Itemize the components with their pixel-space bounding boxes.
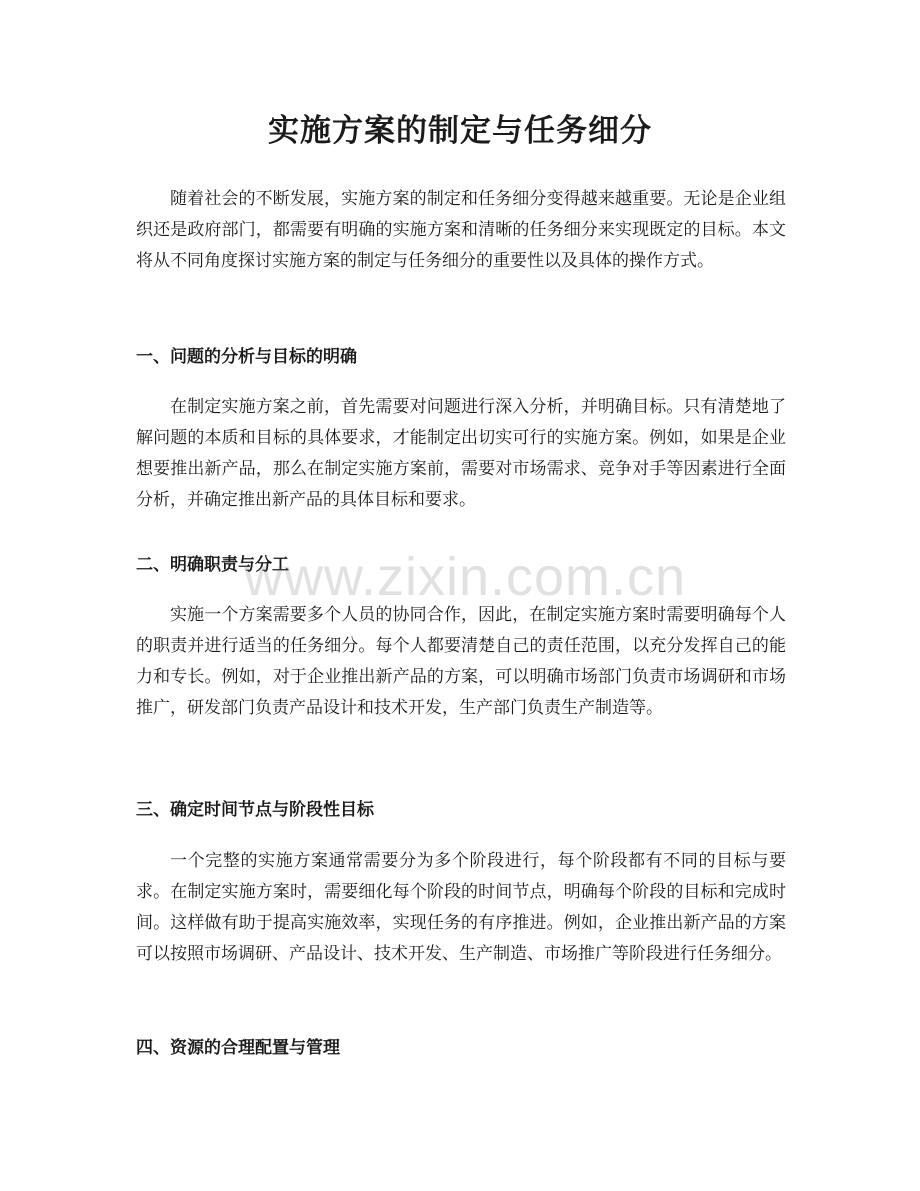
watermark: www.zixin.com.cn: [243, 547, 687, 607]
page-title: 实施方案的制定与任务细分: [268, 113, 652, 149]
section-heading-3: 三、确定时间节点与阶段性目标: [136, 800, 374, 820]
section-heading-2: 二、明确职责与分工: [136, 555, 289, 575]
section-body-2: 实施一个方案需要多个人员的协同合作，因此，在制定实施方案时需要明确每个人的职责并进行适当的任务细分。每个人都要清楚自己的责任范围，以充分发挥自己的能力和专长。例如，对于企业推出新产品的方案，可以明确市场部门负责市场调研和市场推广，研发部门负责产品设计和技术开发，生产部门负责生产制造等。: [136, 605, 786, 718]
section-body-1: 在制定实施方案之前，首先需要对问题进行深入分析，并明确目标。只有清楚地了解问题的本质和目标的具体要求，才能制定出切实可行的实施方案。例如，如果是企业想要推出新产品，那么在制定实施方案前，需要对市场需求、竞争对手等因素进行全面分析，并确定推出新产品的具体目标和要求。: [136, 397, 786, 510]
section-heading-4: 四、资源的合理配置与管理: [136, 1038, 340, 1058]
intro-paragraph: 随着社会的不断发展，实施方案的制定和任务细分变得越来越重要。无论是企业组织还是政府部门，都需要有明确的实施方案和清晰的任务细分来实现既定的目标。本文将从不同角度探讨实施方案的制定与任务细分的重要性以及具体的操作方式。: [136, 189, 786, 271]
section-body-3: 一个完整的实施方案通常需要分为多个阶段进行，每个阶段都有不同的目标与要求。在制定实施方案时，需要细化每个阶段的时间节点，明确每个阶段的目标和完成时间。这样做有助于提高实施效率，实现任务的有序推进。例如，企业推出新产品的方案可以按照市场调研、产品设计、技术开发、生产制造、市场推广等阶段进行任务细分。: [136, 851, 786, 964]
section-heading-1: 一、问题的分析与目标的明确: [136, 347, 357, 367]
